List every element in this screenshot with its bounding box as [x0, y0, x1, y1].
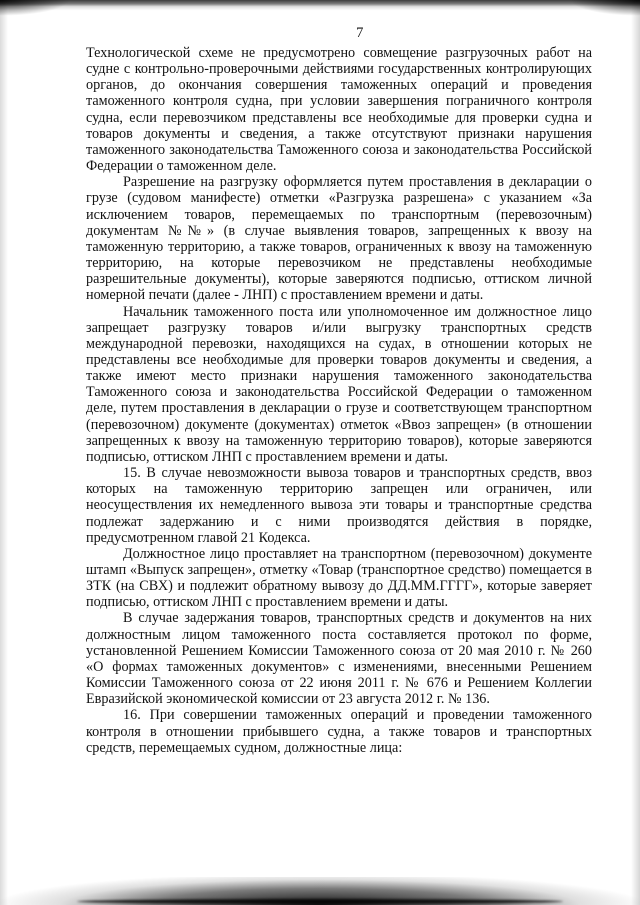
- paragraph-v-sluchae-zaderzhaniya: В случае задержания товаров, транспортных средств и документов на них должностным лицом таможенного поста составляется протокол по форме, установленной Решением Комиссии Таможенного союза от 20 мая 2010 г. № 260 «О формах таможенных документов» с изменениями, внесенными Решением Комиссии Таможенного союза от 22 июня 2011 г. № 676 и Решением Коллегии Евразийской экономической комиссии от 23 августа 2012 г. № 136.: [86, 610, 592, 708]
- paragraph-razreshenie-na-razgruzku: Разрешение на разгрузку оформляется путем проставления в декларации о грузе (судовом манифесте) отметки «Разгрузка разрешена» с указанием «За исключением товаров, перемещаемых по транспортным (перевозочным) документам №№» (в случае выявления товаров, запрещенных к ввозу на таможенную территорию, а также товаров, ограниченных к ввозу на таможенную территорию, на которые перевозчиком не представлены необходимые разрешительные документы), которые заверяются подписью, оттиском личной номерной печати (далее - ЛНП) с проставлением времени и даты.: [86, 174, 592, 304]
- scan-artifact-right-edge: [631, 0, 640, 905]
- document-body: [86, 45, 592, 756]
- paragraph-item-16: 16. При совершении таможенных операций и проведении таможенного контроля в отношении прибывшего судна, а также товаров и транспортных средств, перемещаемых судном, должностные лица:: [86, 707, 592, 756]
- page-number: 7: [356, 25, 364, 41]
- scan-artifact-top-edge: [0, 0, 640, 11]
- paragraph-item-15: 15. В случае невозможности вывоза товаров и транспортных средств, ввоз которых на таможенную территорию запрещен или ограничен, или неосуществления их немедленного вывоза эти товары и транспортные средства подлежат задержанию и с ними производятся действия в порядке, предусмотренном главой 21 Кодекса.: [86, 465, 592, 546]
- paragraph-dolzhnostnoe-lico: Должностное лицо проставляет на транспортном (перевозочном) документе штамп «Выпуск запрещен», отметку «Товар (транспортное средство) помещается в ЗТК (на СВХ) и подлежит обратному вывозу до ДД.ММ.ГГГГ», которые заверяет подписью, оттиском ЛНП с проставлением времени и даты.: [86, 545, 592, 611]
- paragraph-nachalnik-tamozhennogo-posta: Начальник таможенного поста или уполномоченное им должностное лицо запрещает разгрузку товаров и/или выгрузку транспортных средств международной перевозки, находящихся на судах, в отношении которых не представлены все необходимые для проверки товаров документы и сведения, а также имеют место признаки нарушения таможенного законодательства Таможенного союза и законодательства Российской Федерации о таможенном деле, путем проставления в декларации о грузе и соответствующем транспортном (перевозочном) документе (документах) отметок «Ввоз запрещен» (в отношении запрещенных к ввозу на таможенную территорию товаров), которые заверяются подписью, оттиском ЛНП с проставлением времени и даты.: [86, 303, 592, 465]
- scan-artifact-bottom-edge: [0, 877, 640, 905]
- scan-artifact-left-edge: [0, 0, 8, 905]
- paragraph-continuation: Технологической схеме не предусмотрено совмещение разгрузочных работ на судне с контрольно-проверочными действиями государственных контролирующих органов, до окончания совершения таможенных операций и проведения таможенного контроля судна, при условии завершения пограничного контроля судна, если перевозчиком представлены все необходимые для проверки судна и товаров документы и сведения, а также отсутствуют признаки нарушения таможенного законодательства Таможенного союза и законодательства Российской Федерации о таможенном деле.: [86, 45, 592, 175]
